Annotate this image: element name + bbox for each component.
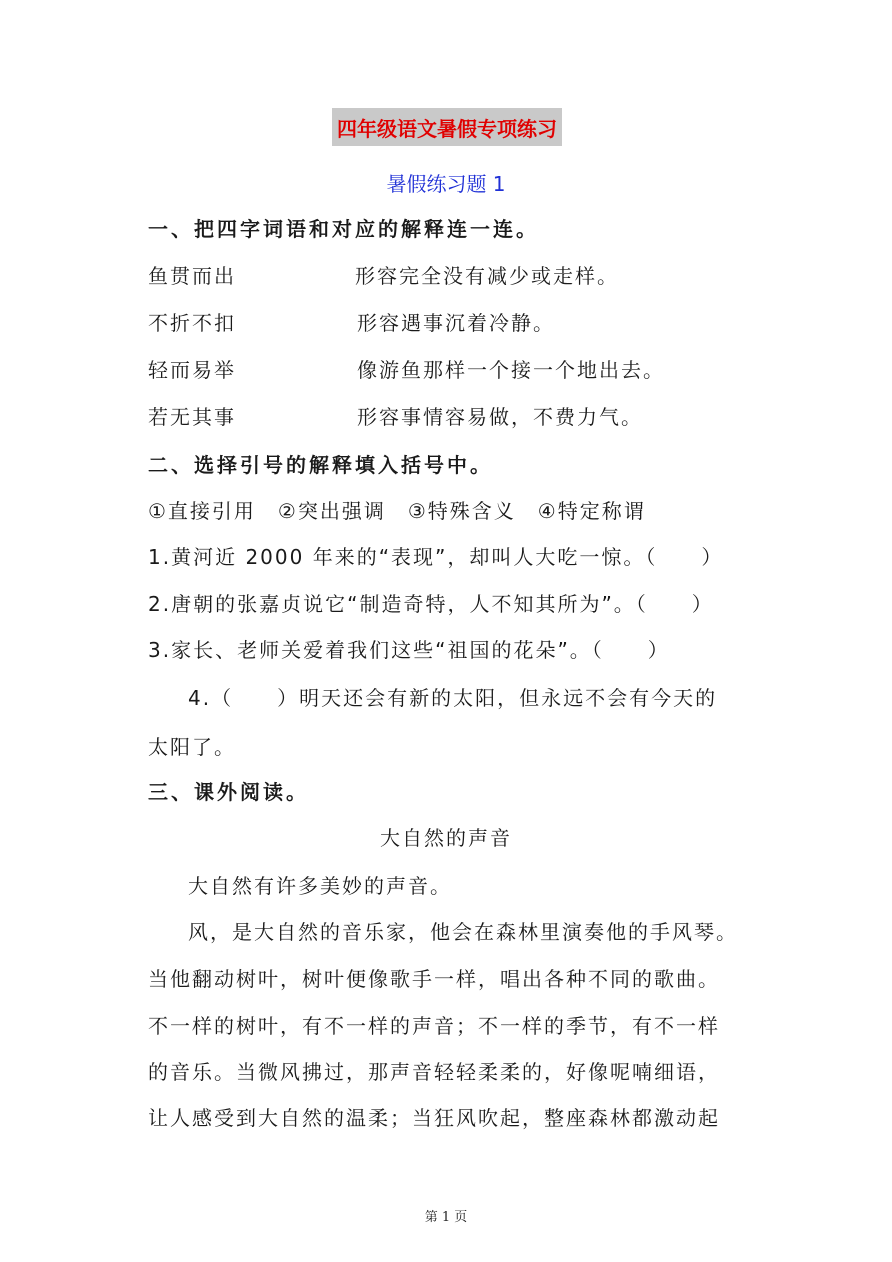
meaning-1: 形容完全没有减少或走样。	[355, 264, 619, 288]
article-line-3: 当他翻动树叶，树叶便像歌手一样，唱出各种不同的歌曲。	[148, 967, 720, 991]
article-line-6: 让人感受到大自然的温柔；当狂风吹起，整座森林都激动起	[148, 1106, 720, 1130]
term-4: 若无其事	[148, 405, 236, 429]
article-line-1: 大自然有许多美妙的声音。	[188, 874, 452, 898]
section1-heading: 一、把四字词语和对应的解释连一连。	[148, 217, 539, 241]
page-number: 第 1 页	[424, 1210, 468, 1225]
document-subtitle: 暑假练习题 1	[386, 172, 506, 196]
article-line-4: 不一样的树叶，有不一样的声音；不一样的季节，有不一样	[148, 1014, 720, 1038]
question-4-line2: 太阳了。	[148, 735, 236, 759]
article-line-5: 的音乐。当微风拂过，那声音轻轻柔柔的，好像呢喃细语，	[148, 1060, 720, 1084]
question-4-line1: 4.（ ）明天还会有新的太阳，但永远不会有今天的	[188, 686, 718, 710]
meaning-3: 像游鱼那样一个接一个地出去。	[357, 358, 665, 382]
section2-heading: 二、选择引号的解释填入括号中。	[148, 453, 493, 477]
meaning-2: 形容遇事沉着冷静。	[357, 311, 555, 335]
meaning-4: 形容事情容易做，不费力气。	[357, 405, 643, 429]
question-1: 1.黄河近 2000 年来的“表现”，却叫人大吃一惊。（ ）	[148, 545, 724, 569]
term-2: 不折不扣	[148, 311, 236, 335]
article-line-2: 风，是大自然的音乐家，他会在森林里演奏他的手风琴。	[188, 920, 738, 944]
question-3: 3.家长、老师关爱着我们这些“祖国的花朵”。（ ）	[148, 638, 670, 662]
quote-options: ①直接引用 ②突出强调 ③特殊含义 ④特定称谓	[148, 499, 646, 523]
article-title: 大自然的声音	[380, 826, 512, 850]
question-2: 2.唐朝的张嘉贞说它“制造奇特，人不知其所为”。（ ）	[148, 592, 714, 616]
section3-heading: 三、课外阅读。	[148, 780, 309, 804]
term-3: 轻而易举	[148, 358, 236, 382]
term-1: 鱼贯而出	[148, 264, 236, 288]
document-title: 四年级语文暑假专项练习	[337, 117, 557, 141]
